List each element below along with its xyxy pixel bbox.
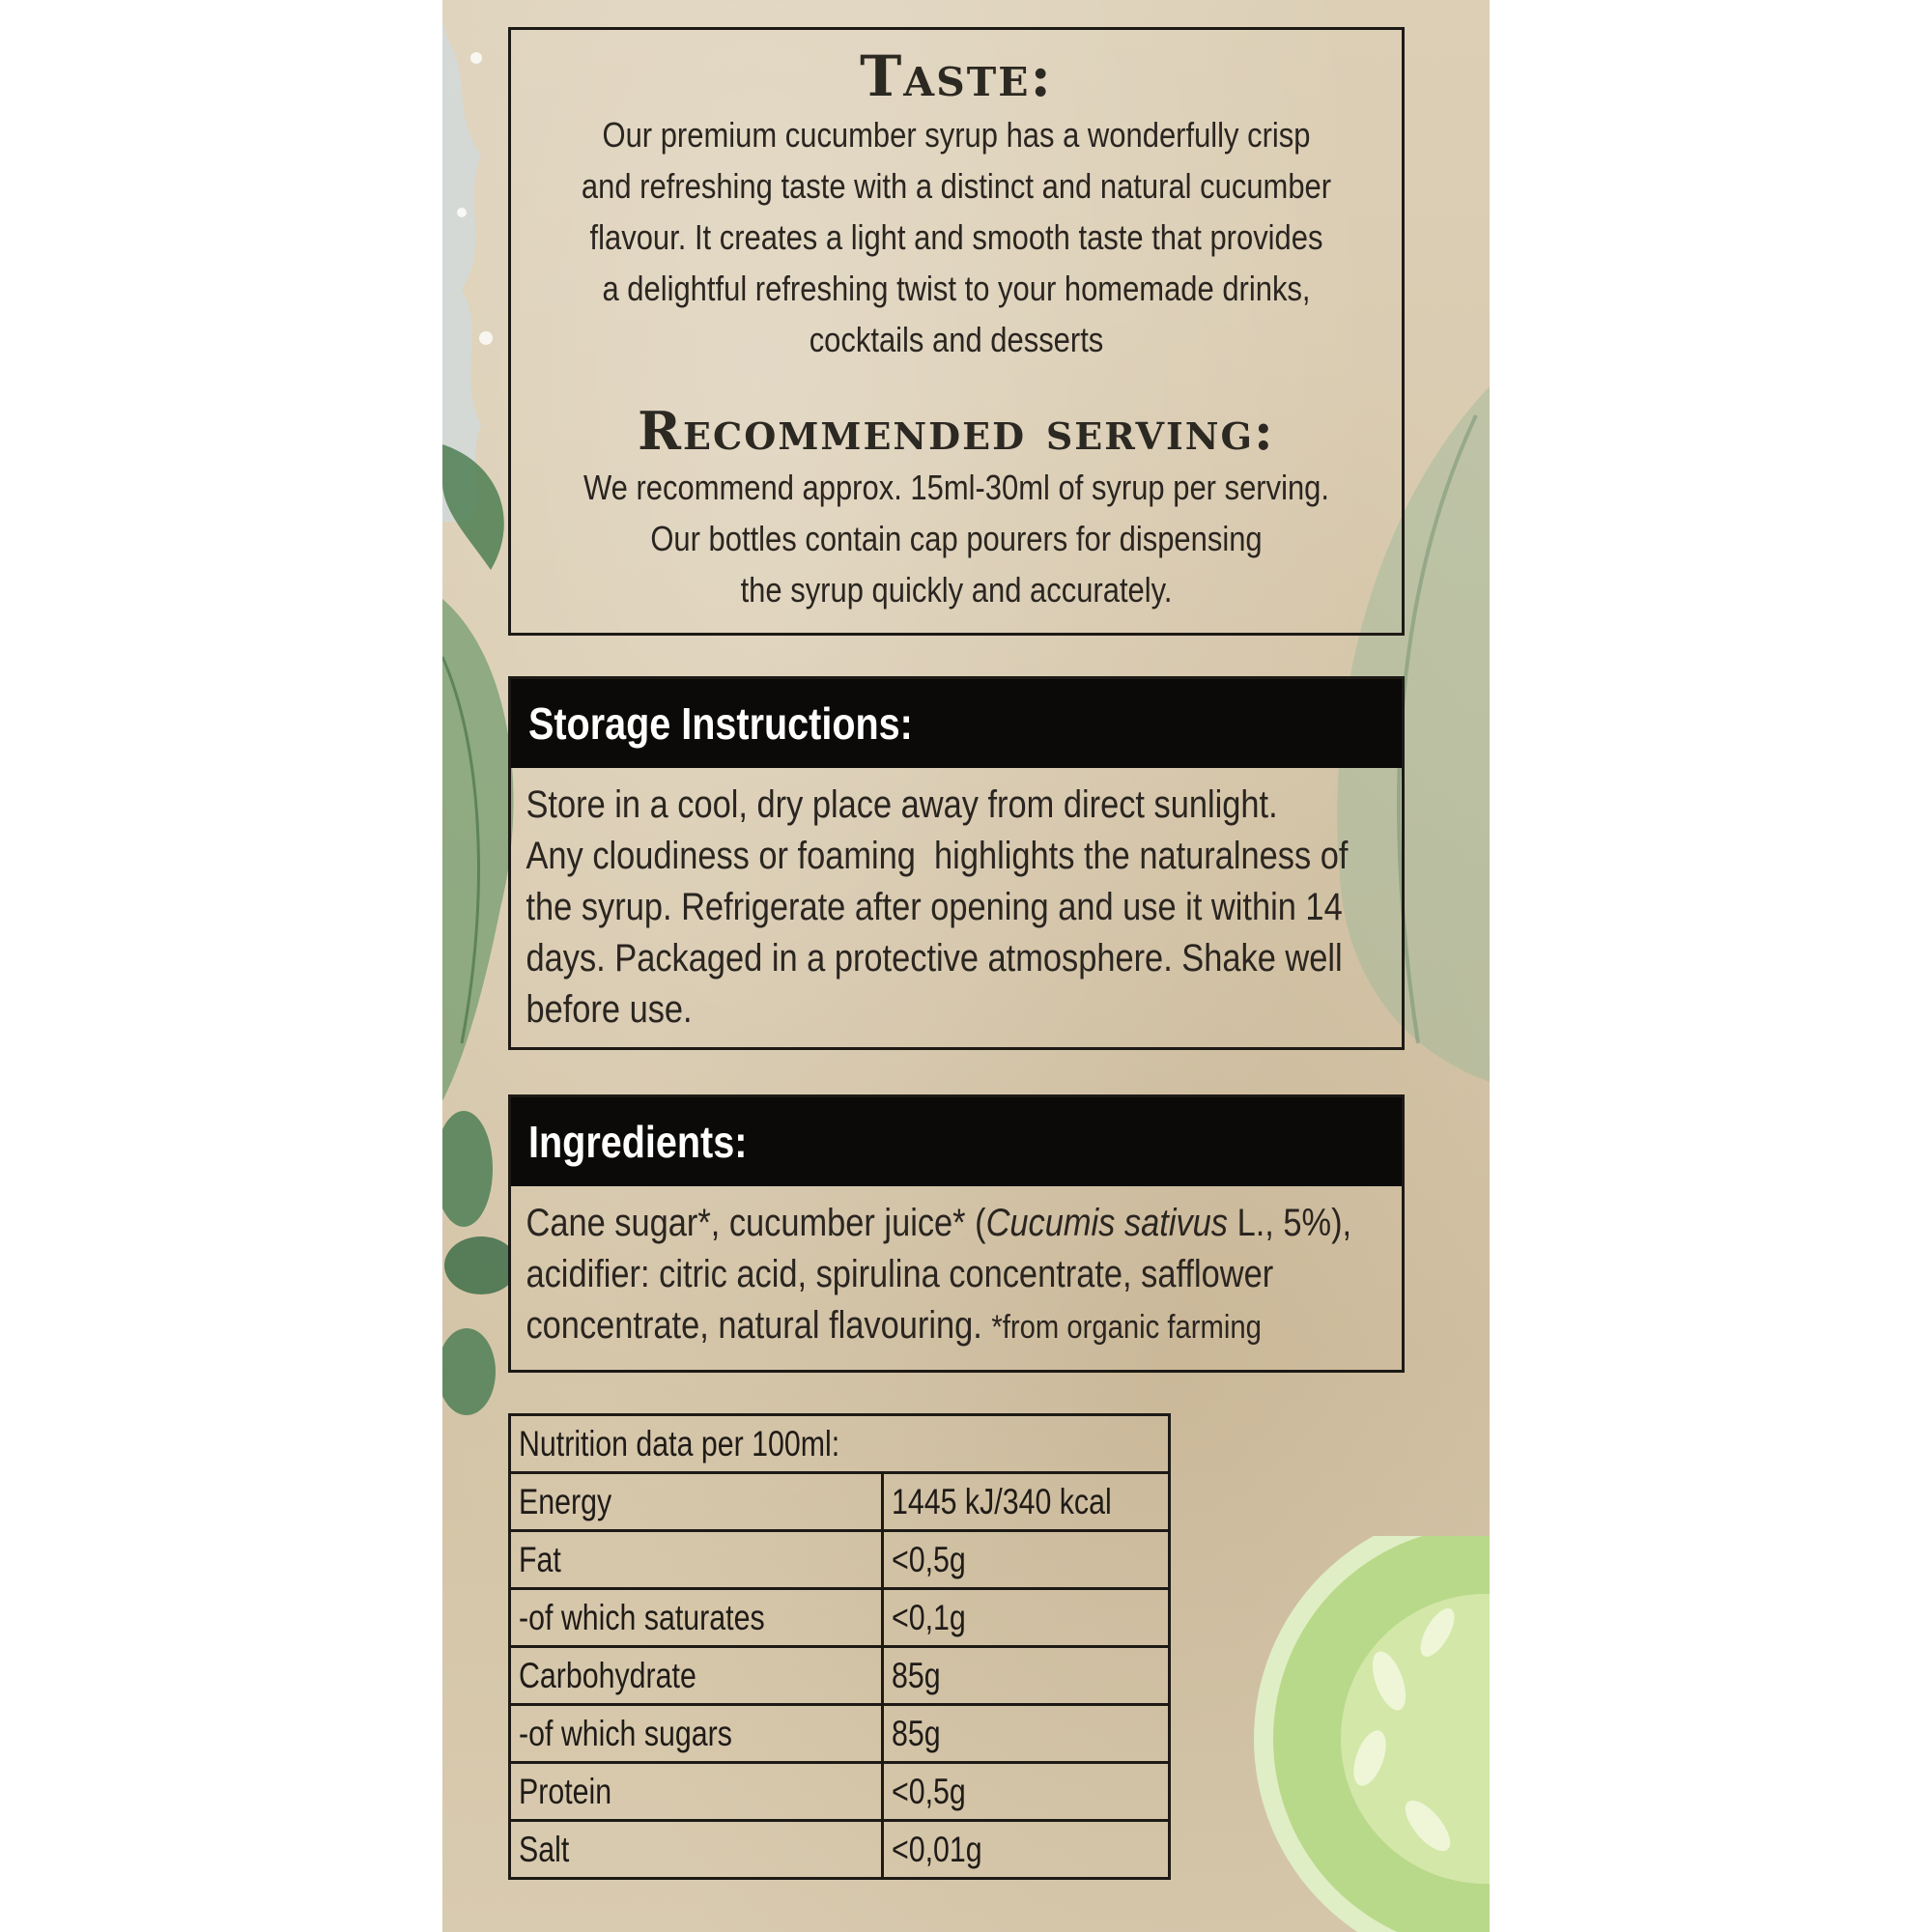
nutrition-table [508,1413,1171,1880]
table-row [510,1821,1170,1879]
nutrient-value [883,1473,1170,1531]
nutrition-header-row [510,1415,1170,1473]
leaf-decoration-left-bottom [442,1101,510,1430]
nutrient-label [510,1647,883,1705]
storage-line: Store in a cool, dry place away from direct sunlight. [526,783,1278,826]
nutrient-label-text: Protein [519,1771,612,1811]
nutrient-label [510,1589,883,1647]
nutrient-value-text: 85g [892,1655,941,1695]
nutrient-label [510,1763,883,1821]
storage-title: Storage Instructions: [528,698,913,749]
nutrient-value-text: 1445 kJ/340 kcal [892,1481,1113,1521]
storage-line: the syrup. Refrigerate after opening and use it within 14 [526,886,1343,928]
table-row [510,1531,1170,1589]
serving-line: We recommend approx. 15ml-30ml of syrup per serving. [582,468,1330,507]
ingredients-line [526,1300,1389,1353]
nutrient-label-text: Carbohydrate [519,1655,696,1695]
table-row [510,1705,1170,1763]
taste-line: Our premium cucumber syrup has a wonderfully crisp [602,115,1311,155]
storage-line: Any cloudiness or foaming highlights the naturalness of [526,835,1349,877]
nutrient-label [510,1531,883,1589]
nutrient-label [510,1705,883,1763]
nutrient-label-text: Energy [519,1481,612,1521]
table-row [510,1589,1170,1647]
nutrient-value [883,1705,1170,1763]
nutrient-value-text: 85g [892,1713,941,1753]
taste-title: Taste: [860,43,1053,109]
serving-title: Recommended serving: [638,400,1275,462]
storage-line: before use. [526,988,693,1031]
ingredients-text-part: concentrate, natural flavouring. [526,1304,982,1347]
nutrient-label [510,1473,883,1531]
nutrient-value [883,1821,1170,1879]
taste-section [508,27,1405,636]
ingredients-line [526,1198,1389,1249]
ingredients-header-bar [511,1097,1402,1186]
nutrient-label-text: Salt [519,1829,570,1869]
serving-line: Our bottles contain cap pourers for dispensing [650,519,1263,558]
nutrient-value-text: <0,01g [892,1829,982,1869]
nutrient-value [883,1647,1170,1705]
nutrient-value-text: <0,5g [892,1539,967,1579]
water-splash-decoration [442,19,510,522]
storage-section [508,676,1405,1050]
serving-line: the syrup quickly and accurately. [740,570,1173,610]
nutrient-label-text: -of which sugars [519,1713,732,1753]
nutrient-value-text: <0,5g [892,1771,967,1811]
nutrient-label-text: Fat [519,1539,561,1579]
nutrient-label [510,1821,883,1879]
ingredients-title: Ingredients: [528,1117,748,1167]
nutrient-value [883,1763,1170,1821]
organic-footnote: *from organic farming [991,1309,1262,1346]
storage-header-bar [511,679,1402,768]
nutrient-label-text: -of which saturates [519,1597,765,1637]
storage-text [511,768,1405,1036]
taste-line: a delightful refreshing twist to your homemade drinks, [602,269,1311,308]
taste-line: and refreshing taste with a distinct and natural cucumber [581,166,1332,206]
nutrition-header-text: Nutrition data per 100ml: [519,1423,840,1463]
cucumber-slice-illustration [1235,1536,1490,1932]
table-row [510,1473,1170,1531]
ingredients-text-part: Cane sugar*, cucumber juice* ( [526,1202,986,1244]
nutrient-value [883,1531,1170,1589]
storage-line: days. Packaged in a protective atmosphere. Shake well [526,937,1343,980]
nutrient-value [883,1589,1170,1647]
ingredients-latin-name: Cucumis sativus [985,1202,1229,1244]
ingredients-text-part: L., 5%), [1228,1202,1352,1244]
nutrition-header [510,1415,1170,1473]
ingredients-line: acidifier: citric acid, spirulina concentrate, safflower [526,1253,1274,1295]
table-row [510,1647,1170,1705]
nutrient-value-text: <0,1g [892,1597,967,1637]
ingredients-text [511,1186,1405,1353]
product-label [442,0,1490,1932]
taste-line: cocktails and desserts [809,320,1104,359]
taste-line: flavour. It creates a light and smooth taste that provides [589,217,1323,257]
ingredients-section [508,1094,1405,1373]
table-row [510,1763,1170,1821]
